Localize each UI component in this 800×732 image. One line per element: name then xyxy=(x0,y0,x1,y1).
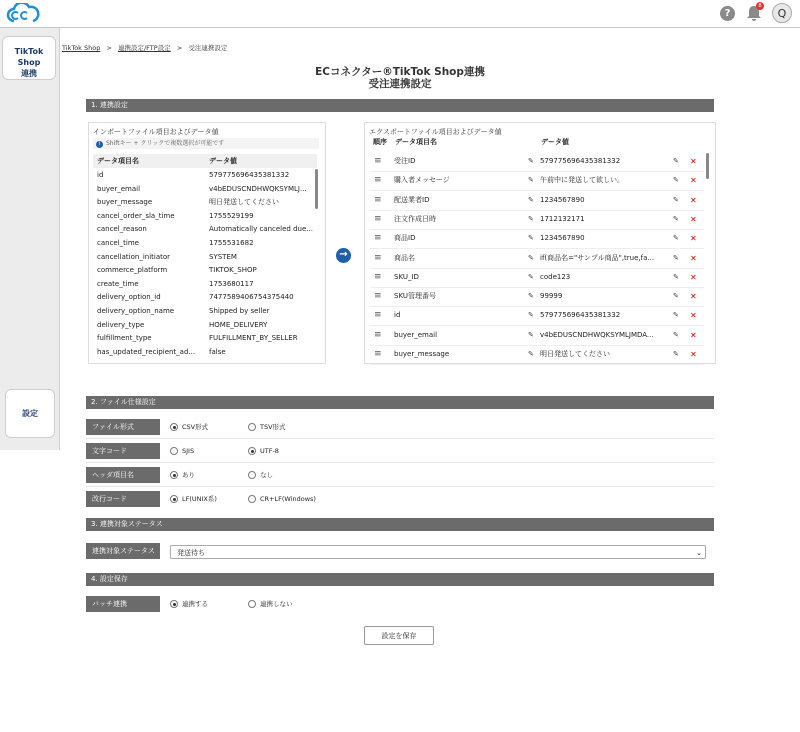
drag-handle-icon[interactable]: ≡ xyxy=(374,310,382,321)
import-cell-name: cancellation_initiator xyxy=(97,252,171,261)
import-cell-value: HOME_DELIVERY xyxy=(209,320,268,329)
status-select[interactable] xyxy=(170,545,706,559)
pencil-icon[interactable]: ✎ xyxy=(528,292,534,301)
pencil-icon[interactable]: ✎ xyxy=(528,157,534,165)
export-table-row[interactable] xyxy=(370,152,704,172)
export-cell-value: code123 xyxy=(540,272,571,281)
pencil-icon[interactable]: ✎ xyxy=(528,350,534,358)
edit-icon[interactable]: ✎ xyxy=(673,272,679,281)
status-select-value: 発送待ち xyxy=(177,549,205,557)
export-scrollbar[interactable] xyxy=(706,153,709,179)
pencil-icon[interactable]: ✎ xyxy=(528,214,534,223)
delete-icon[interactable]: ✕ xyxy=(690,176,697,186)
export-cell-name: id xyxy=(394,311,401,320)
radio-header-no[interactable] xyxy=(248,470,273,480)
export-table-row[interactable] xyxy=(370,249,704,269)
divider xyxy=(86,438,714,439)
import-hint xyxy=(93,138,319,149)
delete-icon[interactable]: ✕ xyxy=(690,214,697,224)
section-header-save: 4. 設定保存 xyxy=(86,573,714,586)
radio-dot xyxy=(170,423,178,431)
import-col-name: データ項目名 xyxy=(97,157,139,165)
radio-dot xyxy=(248,471,256,479)
edit-icon[interactable]: ✎ xyxy=(673,176,679,185)
export-cell-value: 1712132171 xyxy=(540,214,585,223)
edit-icon[interactable]: ✎ xyxy=(673,157,679,165)
radio-label: 連携しない xyxy=(260,600,293,608)
radio-label: CR+LF(Windows) xyxy=(260,495,316,503)
drag-handle-icon[interactable]: ≡ xyxy=(374,194,382,205)
save-button[interactable]: 設定を保存 xyxy=(364,626,434,645)
label-charset: 文字コード xyxy=(86,443,160,459)
pencil-icon[interactable]: ✎ xyxy=(528,234,534,243)
import-cell-value: TIKTOK_SHOP xyxy=(209,266,257,275)
label-newline: 改行コード xyxy=(86,491,160,507)
import-cell-value: SYSTEM xyxy=(209,252,237,261)
import-table-row[interactable] xyxy=(97,196,315,210)
sidebar-item-label: 連携 xyxy=(21,69,37,78)
breadcrumb-separator: > xyxy=(106,44,112,52)
sidebar xyxy=(0,28,60,450)
export-cell-value: 1234567890 xyxy=(540,195,585,204)
import-cell-name: cancel_reason xyxy=(97,225,147,234)
edit-icon[interactable]: ✎ xyxy=(673,253,679,262)
import-cell-name: create_time xyxy=(97,279,139,288)
export-table-row[interactable] xyxy=(370,326,704,346)
pencil-icon[interactable]: ✎ xyxy=(528,176,534,185)
export-cell-value: 579775696435381332 xyxy=(540,311,621,320)
delete-icon[interactable]: ✕ xyxy=(690,350,697,359)
export-table-row[interactable] xyxy=(370,210,704,230)
edit-icon[interactable]: ✎ xyxy=(673,350,679,358)
breadcrumb-separator: > xyxy=(176,44,183,52)
export-cell-name: 商品ID xyxy=(394,234,416,243)
export-cell-name: buyer_email xyxy=(394,330,438,339)
drag-handle-icon[interactable]: ≡ xyxy=(374,252,382,263)
export-cell-name: 注文作成日時 xyxy=(394,214,436,223)
section-header-connection: 1. 連携設定 xyxy=(86,99,714,112)
divider xyxy=(86,486,714,487)
radio-label: 連携する xyxy=(182,600,208,608)
import-cell-name: buyer_email xyxy=(97,184,141,193)
export-cell-name: 受注ID xyxy=(394,157,416,165)
arrow-right-icon[interactable]: → xyxy=(336,248,351,263)
export-cell-name: 配送業者ID xyxy=(394,195,430,204)
breadcrumb-tiktok-shop[interactable]: TikTok Shop xyxy=(62,44,101,52)
radio-label: LF(UNIX系) xyxy=(182,495,217,503)
import-cell-name: fulfillment_type xyxy=(97,334,152,343)
import-table-row[interactable] xyxy=(97,237,315,251)
export-table-row[interactable] xyxy=(370,268,704,288)
import-cell-name: delivery_option_name xyxy=(97,307,175,315)
import-table-row[interactable] xyxy=(97,264,315,278)
radio-label: UTF-8 xyxy=(260,447,279,455)
delete-icon[interactable]: ✕ xyxy=(690,253,697,263)
export-cell-name: SKU_ID xyxy=(394,272,419,281)
sidebar-item-label: TikTok Shop xyxy=(14,47,44,67)
bell-icon[interactable] xyxy=(746,5,762,26)
export-table-row[interactable] xyxy=(370,191,704,211)
import-cell-name: id xyxy=(97,171,104,179)
export-cell-value: if(商品名="サンプル商品",true,fa... xyxy=(540,253,655,262)
chevron-down-icon: ⌄ xyxy=(696,549,702,557)
radio-dot xyxy=(248,423,256,431)
drag-handle-icon[interactable]: ≡ xyxy=(374,213,382,224)
radio-dot xyxy=(170,600,178,608)
drag-handle-icon[interactable]: ≡ xyxy=(374,175,382,186)
import-hint-text: Shiftキー + クリックで複数選択が可能です xyxy=(106,140,225,147)
import-table-row[interactable] xyxy=(97,291,315,305)
radio-lf[interactable] xyxy=(170,494,217,504)
radio-crlf[interactable] xyxy=(248,494,316,504)
breadcrumb-current: 受注連携設定 xyxy=(188,44,228,52)
radio-label: CSV形式 xyxy=(182,423,209,431)
import-table-row[interactable] xyxy=(97,251,315,265)
import-table-row[interactable] xyxy=(97,346,315,360)
import-table-row[interactable] xyxy=(97,332,315,346)
info-icon: i xyxy=(96,141,103,148)
export-col-order: 順序 xyxy=(373,138,387,146)
top-bar xyxy=(0,0,800,28)
import-cell-value: 1755529199 xyxy=(209,211,254,220)
export-col-value: データ値 xyxy=(541,138,569,146)
export-table-row[interactable] xyxy=(370,229,704,249)
export-cell-name: 商品名 xyxy=(394,253,415,262)
import-cell-name: cancel_order_sla_time xyxy=(97,211,175,220)
import-cell-name: has_updated_recipient_ad... xyxy=(97,347,196,356)
import-table-row[interactable] xyxy=(97,183,315,197)
radio-header-yes[interactable] xyxy=(170,470,195,480)
export-cell-value: 579775696435381332 xyxy=(540,157,621,165)
import-table-row[interactable] xyxy=(97,223,315,237)
radio-csv[interactable] xyxy=(170,422,208,432)
edit-icon[interactable]: ✎ xyxy=(673,330,679,339)
radio-tsv[interactable] xyxy=(248,422,286,432)
export-table-header xyxy=(369,136,709,149)
import-cell-value: 1755531682 xyxy=(209,239,254,247)
drag-handle-icon[interactable]: ≡ xyxy=(374,233,382,244)
sidebar-item-settings[interactable]: 設定 xyxy=(5,389,55,438)
label-target-status: 連携対象ステータス xyxy=(86,543,160,559)
drag-handle-icon[interactable]: ≡ xyxy=(374,329,382,340)
import-table-row[interactable] xyxy=(97,169,315,183)
radio-dot xyxy=(170,495,178,503)
radio-label: なし xyxy=(260,471,273,479)
breadcrumb-ftp-settings[interactable]: 連携設定/FTP設定 xyxy=(117,44,171,52)
import-table-body xyxy=(97,169,317,359)
pencil-icon[interactable]: ✎ xyxy=(528,311,534,320)
edit-icon[interactable]: ✎ xyxy=(673,311,679,320)
drag-handle-icon[interactable]: ≡ xyxy=(374,349,382,359)
import-table-row[interactable] xyxy=(97,278,315,292)
import-table-row[interactable] xyxy=(97,210,315,224)
sidebar-item-tiktok-shop[interactable] xyxy=(2,36,56,80)
import-panel xyxy=(88,122,326,364)
export-panel-title: エクスポートファイル項目およびデータ値 xyxy=(369,128,502,136)
export-cell-value: v4bEDUSCNDHWQKSYMLJMDA... xyxy=(540,330,654,339)
pencil-icon[interactable]: ✎ xyxy=(528,330,534,339)
page-title: ECコネクター®TikTok Shop連携 xyxy=(315,66,485,78)
avatar[interactable]: Q xyxy=(772,3,792,23)
export-cell-name: buyer_message xyxy=(394,350,450,358)
export-cell-name: 購入者メッセージ xyxy=(394,176,450,185)
radio-dot xyxy=(170,471,178,479)
import-cell-name: delivery_type xyxy=(97,320,145,329)
import-panel-title: インポートファイル項目およびデータ値 xyxy=(93,128,219,136)
section-header-status: 3. 連携対象ステータス xyxy=(86,518,714,531)
import-table-row[interactable] xyxy=(97,305,315,319)
export-table-row[interactable] xyxy=(370,287,704,307)
divider xyxy=(86,462,714,463)
import-cell-name: commerce_platform xyxy=(97,266,168,275)
import-cell-value: FULFILLMENT_BY_SELLER xyxy=(209,334,298,343)
edit-icon[interactable]: ✎ xyxy=(673,292,679,301)
import-table-header xyxy=(93,154,317,168)
label-header-names: ヘッダ項目名 xyxy=(86,467,160,483)
page-subtitle: 受注連携設定 xyxy=(368,78,432,90)
section-header-file-spec: 2. ファイル仕様設定 xyxy=(86,396,714,409)
pencil-icon[interactable]: ✎ xyxy=(528,253,534,262)
radio-dot xyxy=(170,447,178,455)
export-table-row[interactable] xyxy=(370,171,704,191)
import-cell-value: 579775696435381332 xyxy=(209,171,290,179)
radio-dot xyxy=(248,447,256,455)
label-batch: バッチ連携 xyxy=(86,596,160,612)
radio-label: TSV形式 xyxy=(260,423,286,431)
drag-handle-icon[interactable]: ≡ xyxy=(374,271,382,282)
delete-icon[interactable]: ✕ xyxy=(690,272,697,282)
radio-sjis[interactable] xyxy=(170,446,194,456)
notification-badge: 8 xyxy=(756,2,764,10)
export-table-row[interactable] xyxy=(370,306,704,326)
radio-dot xyxy=(248,600,256,608)
import-cell-value: Shipped by seller xyxy=(209,307,270,315)
breadcrumb xyxy=(62,43,227,52)
import-cell-value: 明日発送してください xyxy=(209,198,279,207)
import-cell-value: false xyxy=(209,347,226,356)
drag-handle-icon[interactable]: ≡ xyxy=(374,156,382,166)
import-cell-name: delivery_option_id xyxy=(97,293,161,302)
import-cell-value: 7477589406754375440 xyxy=(209,293,294,302)
radio-batch-off[interactable] xyxy=(248,599,293,609)
pencil-icon[interactable]: ✎ xyxy=(528,195,534,204)
delete-icon[interactable]: ✕ xyxy=(690,292,697,302)
import-cell-value: 1753680117 xyxy=(209,279,254,288)
edit-icon[interactable]: ✎ xyxy=(673,214,679,223)
export-col-name: データ項目名 xyxy=(395,138,437,146)
export-cell-name: SKU管理番号 xyxy=(394,292,436,301)
delete-icon[interactable]: ✕ xyxy=(690,157,697,166)
radio-label: SJIS xyxy=(182,447,195,455)
label-file-format: ファイル形式 xyxy=(86,419,160,435)
export-table-row[interactable] xyxy=(370,345,704,365)
help-icon[interactable]: ? xyxy=(720,6,735,21)
export-cell-value: 明日発送してください xyxy=(540,350,610,358)
cloud-logo-icon[interactable] xyxy=(6,3,40,29)
delete-icon[interactable]: ✕ xyxy=(690,330,697,340)
import-cell-value: v4bEDUSCNDHWQKSYMLJ... xyxy=(209,184,307,193)
delete-icon[interactable]: ✕ xyxy=(690,311,697,321)
import-cell-name: buyer_message xyxy=(97,198,153,207)
radio-dot xyxy=(248,495,256,503)
delete-icon[interactable]: ✕ xyxy=(690,195,697,205)
pencil-icon[interactable]: ✎ xyxy=(528,272,534,281)
import-table-row[interactable] xyxy=(97,319,315,333)
drag-handle-icon[interactable]: ≡ xyxy=(374,291,382,302)
import-scrollbar[interactable] xyxy=(315,169,318,209)
export-cell-value: 1234567890 xyxy=(540,234,585,243)
import-cell-value: Automatically canceled due... xyxy=(209,225,313,234)
radio-batch-on[interactable] xyxy=(170,599,208,609)
import-cell-name: cancel_time xyxy=(97,239,139,247)
export-cell-value: 午前中に発送して欲しい。 xyxy=(540,176,624,185)
radio-label: あり xyxy=(182,471,195,479)
edit-icon[interactable]: ✎ xyxy=(673,195,679,204)
radio-utf8[interactable] xyxy=(248,446,279,456)
edit-icon[interactable]: ✎ xyxy=(673,234,679,243)
import-col-value: データ値 xyxy=(209,157,237,165)
delete-icon[interactable]: ✕ xyxy=(690,234,697,244)
export-cell-value: 99999 xyxy=(540,292,563,301)
